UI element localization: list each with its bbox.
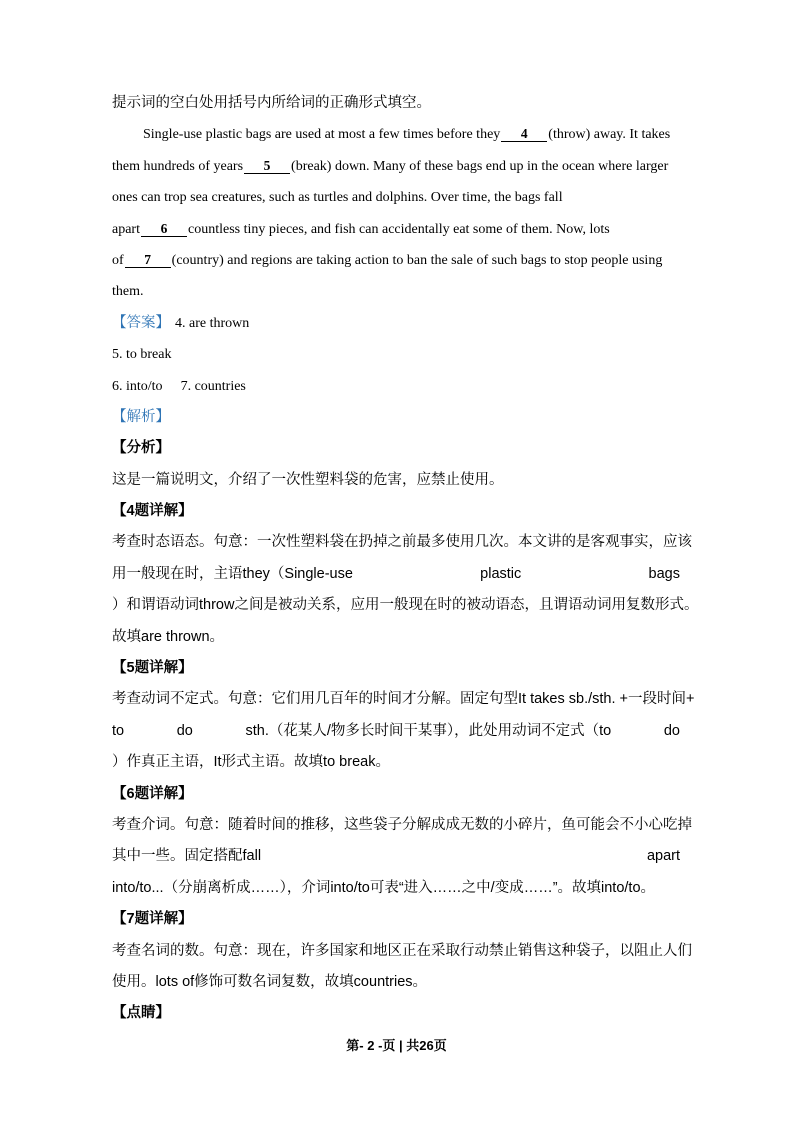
page-number-text: 第- 2 -页 | 共26页 (346, 1038, 447, 1053)
q5-explain-seg: do (176, 722, 193, 739)
q5-explain-text: ）作真正主语，It形式主语。故填to break。 (112, 754, 390, 771)
q6-heading: 【6题详解】 (112, 785, 193, 802)
q5-explain-text: 考查动词不定式。句意：它们用几百年的时间才分解。固定句型It takes sb./sth. +一段时间+ (112, 691, 695, 708)
q7-heading-line (112, 904, 680, 935)
answer-item-4: 4. are thrown (175, 315, 250, 331)
passage-line-4 (112, 214, 680, 245)
q7-explain-line-2 (112, 967, 680, 998)
passage-line-3 (112, 182, 680, 213)
q5-heading: 【5题详解】 (112, 660, 193, 677)
passage-line-5 (112, 245, 680, 276)
q4-heading-line (112, 496, 680, 527)
passage-line-1 (112, 119, 680, 150)
answers-line-2 (112, 339, 680, 370)
fenxi-overview-text: 这是一篇说明文，介绍了一次性塑料袋的危害，应禁止使用。 (112, 471, 504, 488)
q7-heading: 【7题详解】 (112, 911, 193, 928)
q6-explain-seg: apart (646, 848, 680, 865)
q7-explain-text: 使用。lots of修饰可数名词复数，故填countries。 (112, 973, 428, 990)
blank-7: 7 (125, 252, 171, 268)
q4-explain-seg: bags (648, 565, 680, 582)
instruction-line (112, 88, 680, 119)
blank-6: 6 (141, 221, 187, 237)
q6-explain-line-3 (112, 873, 680, 904)
q5-explain-line-3 (112, 747, 680, 778)
q4-explain-seg: 用一般现在时，主语they（Single-use (112, 565, 353, 582)
fenxi-overview-line (112, 465, 680, 496)
passage-text: (break) down. Many of these bags end up in the ocean where larger (291, 158, 669, 174)
document-content (112, 88, 699, 1030)
answers-line-1 (112, 308, 680, 339)
q6-explain-line-2 (112, 841, 680, 872)
answer-label: 【答案】 (112, 314, 170, 331)
q7-explain-line-1 (112, 936, 692, 967)
q4-explain-line-4 (112, 622, 680, 653)
q6-heading-line (112, 779, 680, 810)
dianjing-label-line (112, 998, 680, 1029)
q5-heading-line (112, 653, 680, 684)
answers-line-3 (112, 371, 680, 402)
fenxi-label-line (112, 433, 680, 464)
answer-item-7: 7. countries (180, 378, 246, 394)
q4-explain-line-2 (112, 559, 680, 590)
passage-text: countless tiny pieces, and fish can accidentally eat some of them. Now, lots (187, 221, 610, 237)
q6-explain-seg: 其中一些。固定搭配fall (112, 848, 262, 865)
instruction-text: 提示词的空白处用括号内所给词的正确形式填空。 (112, 95, 431, 111)
passage-text: (throw) away. It takes (548, 127, 671, 143)
passage-line-2 (112, 151, 680, 182)
q4-explain-seg: plastic (480, 565, 522, 582)
q4-explain-text: 故填are thrown。 (112, 628, 225, 645)
q7-explain-text: 考查名词的数。句意：现在，许多国家和地区正在采取行动禁止销售这种袋子，以阻止人们 (112, 942, 692, 959)
q5-explain-seg: do (663, 722, 680, 739)
passage-text: them hundreds of years (112, 158, 244, 174)
passage-text: ones can trop sea creatures, such as turtles and dolphins. Over time, the bags fall (112, 190, 563, 206)
passage-line-6 (112, 276, 680, 307)
fenxi-label: 【分析】 (112, 440, 170, 457)
answer-item-5: 5. to break (112, 347, 172, 363)
q4-explain-line-1 (112, 527, 692, 558)
answer-item-6: 6. into/to (112, 378, 163, 394)
blank-5: 5 (244, 158, 290, 174)
passage-text: (country) and regions are taking action to ban the sale of such bags to stop people using (171, 252, 663, 268)
dianjing-label: 【点睛】 (112, 1005, 170, 1022)
q4-explain-text: 考查时态语态。句意：一次性塑料袋在扔掉之前最多使用几次。本文讲的是客观事实，应该 (112, 534, 692, 551)
passage-text: of (112, 252, 124, 268)
passage-text: them. (112, 284, 144, 300)
q5-explain-seg: sth.（花某人/物多长时间干某事），此处用动词不定式（to (245, 722, 612, 739)
jiexi-label-line (112, 402, 680, 433)
q5-explain-seg: to (112, 722, 125, 739)
q4-explain-text: ）和谓语动词throw之间是被动关系，应用一般现在时的被动语态，且谓语动词用复数形式。 (112, 597, 699, 614)
q6-explain-line-1 (112, 810, 692, 841)
blank-4: 4 (501, 126, 547, 142)
q4-heading: 【4题详解】 (112, 503, 193, 520)
q6-explain-text: 考查介词。句意：随着时间的推移，这些袋子分解成成无数的小碎片，鱼可能会不小心吃掉 (112, 816, 692, 833)
jiexi-label: 【解析】 (112, 408, 170, 425)
q6-explain-text: into/to...（分崩离析成……），介词into/to可表“进入……之中/变成……”。故填into/to。 (112, 879, 656, 896)
page-footer (0, 1034, 793, 1058)
q4-explain-line-3 (112, 590, 699, 621)
q5-explain-line-2 (112, 716, 680, 747)
q5-explain-line-1 (112, 684, 695, 715)
passage-text: Single-use plastic bags are used at most a few times before they (143, 127, 501, 143)
passage-text: apart (112, 221, 140, 237)
